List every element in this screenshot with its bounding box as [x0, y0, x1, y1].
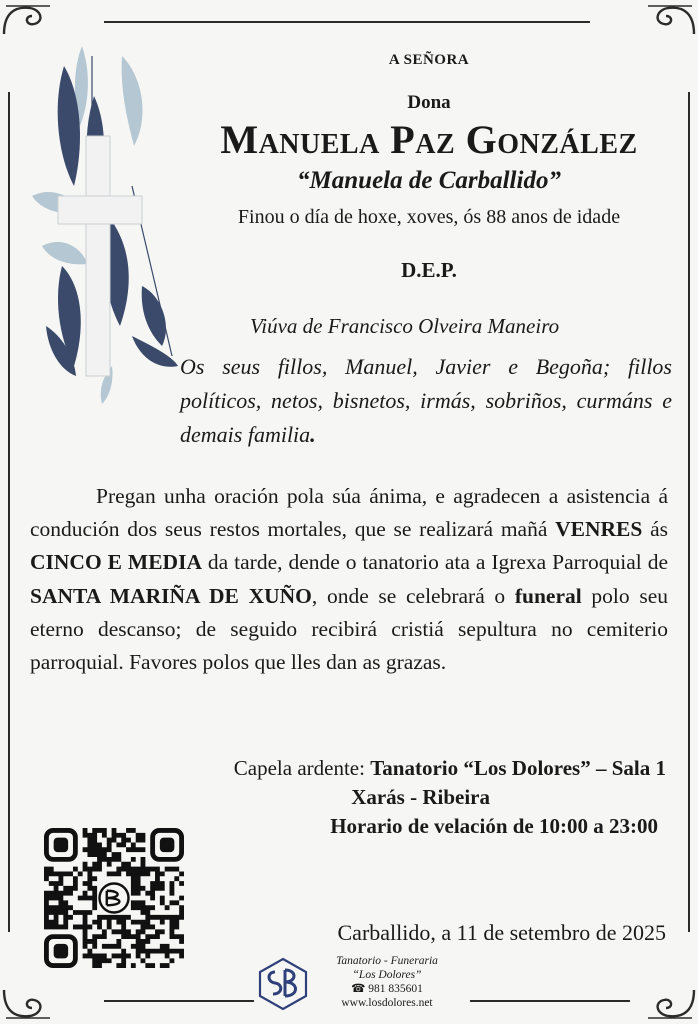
qr-center-logo-icon [100, 884, 129, 913]
prayer-text-2: ás [642, 517, 668, 542]
phone-number: 981 835601 [368, 983, 423, 995]
dep-text: D.E.P. [401, 258, 457, 282]
website-link[interactable]: www.losdolores.net [341, 997, 433, 1009]
prayer-text-5: polo seu eterno descanso; de seguido recibirá cristiá sepultura no cemiterio parroquial. Favores polos que lles dan as grazas. [30, 583, 668, 675]
prayer-day: VENRES [555, 517, 643, 542]
qr-finder-pattern [46, 830, 75, 859]
wake-location: Xarás - Ribeira [351, 785, 490, 809]
phone-row [311, 982, 463, 996]
family-end: . [310, 422, 316, 447]
capela-value: Tanatorio “Los Dolores” – Sala 1 [370, 756, 666, 780]
qr-finder-pattern [153, 830, 182, 859]
widow-line: Viúva de Francisco Olveira Maneiro [250, 314, 560, 338]
company-line-1: Tanatorio - Funeraria [336, 955, 438, 967]
prayer-text-4: , onde se celebrará o [311, 583, 515, 608]
funeral-home-logo-icon [255, 956, 311, 1012]
notice-heading: A SEÑORA [388, 52, 470, 68]
qr-code[interactable] [44, 828, 184, 968]
deceased-name: Manuela Paz González [220, 117, 638, 162]
frame-bottom-line-right [470, 1000, 630, 1002]
prayer-church: SANTA MARIÑA DE XUÑO [30, 583, 312, 608]
prayer-funeral: funeral [514, 583, 582, 608]
frame-top-line [104, 21, 590, 23]
family-paragraph [180, 350, 672, 452]
corner-ornament-top-right [646, 0, 698, 38]
prayer-text-3: da tarde, dende o tanatorio ata a Igrexa Parroquial de [201, 550, 668, 575]
phone-icon: ☎ [351, 983, 366, 995]
date-line: Carballido, a 11 de setembro de 2025 [337, 920, 666, 945]
company-line-2: “Los Dolores” [352, 969, 422, 981]
family-text: Os seus fillos, Manuel, Javier e Begoña; fillos políticos, netos, bisnetos, irmás, sobriños, curmáns e demais familia [180, 354, 672, 447]
corner-ornament-bottom-right [646, 986, 698, 1024]
corner-ornament-bottom-left [0, 986, 52, 1024]
prayer-time: CINCO E MEDIA [30, 550, 202, 575]
title-prefix: Dona [407, 92, 451, 113]
frame-left-line [8, 92, 10, 932]
wake-schedule: Horario de velación de 10:00 a 23:00 [330, 814, 658, 838]
capela-line [30, 756, 666, 781]
capela-label: Capela ardente: [233, 756, 371, 780]
prayer-paragraph [30, 480, 668, 679]
frame-bottom-line [104, 1000, 254, 1002]
corner-ornament-top-left [0, 0, 52, 38]
funeral-home-logo-block [255, 954, 465, 1020]
deceased-nickname: “Manuela de Carballido” [297, 167, 561, 194]
death-line: Finou o día de hoxe, xoves, ós 88 anos de idade [237, 206, 621, 228]
funeral-home-info [311, 954, 463, 1010]
prayer-text-1: Pregan unha oración pola súa ánima, e agradecen a asistencia á condución dos seus restos mortales, que se realizará mañá [30, 484, 668, 542]
